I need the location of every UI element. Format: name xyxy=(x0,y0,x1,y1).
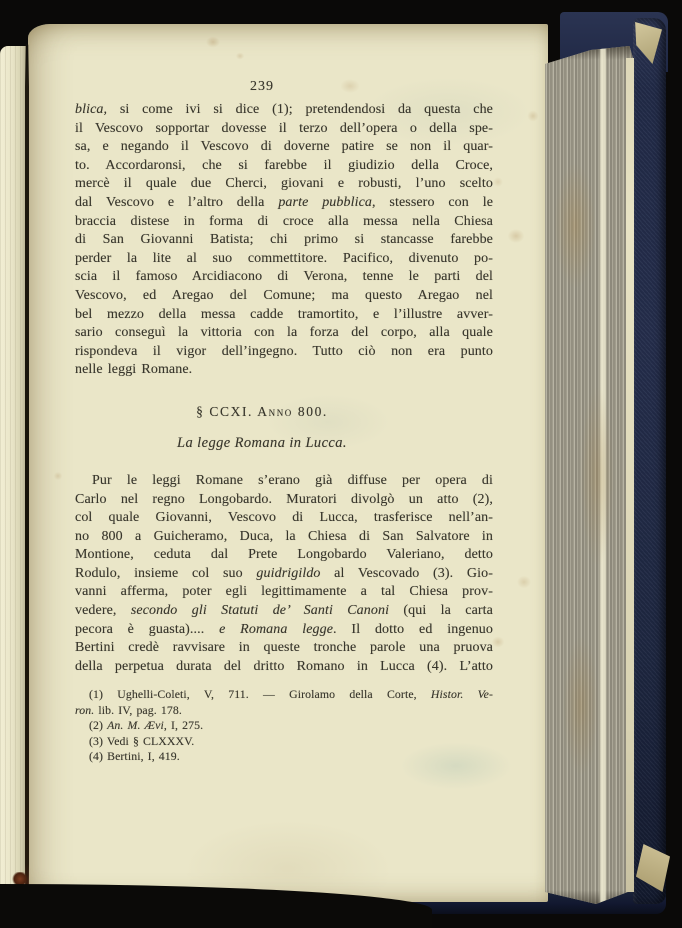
text-line: Pur le leggi Romane s’erano già diffuse per opera di xyxy=(92,472,493,488)
book-cover-right xyxy=(633,18,666,904)
printed-text-block xyxy=(75,24,493,765)
text-line: rispondeva il vigor dell’ingegno. Tutto ciò non era punto xyxy=(75,343,493,359)
footnotes xyxy=(75,687,493,765)
text-line: della perpetua durata del dritto Romano in Lucca (4). L’atto xyxy=(75,658,493,674)
text-line: Bertini credè ravvisare in queste tronche parole una pruova xyxy=(75,640,493,656)
text-line: (4) Bertini, I, 419. xyxy=(89,749,180,764)
text-line: (1) Ughelli-Coleti, V, 711. — Girolamo della Corte, Histor. Ve- xyxy=(89,687,493,702)
fore-edge-highlight xyxy=(626,58,634,892)
text-line: ron. lib. IV, pag. 178. xyxy=(75,702,182,717)
text-line: nelle leggi Romane. xyxy=(75,362,193,378)
paragraph-2 xyxy=(75,472,493,677)
book-page xyxy=(28,24,548,902)
text-line: di San Giovanni Batista; chi primo si stancasse farebbe xyxy=(75,232,493,248)
fore-edge-pages xyxy=(545,46,633,904)
text-line: (3) Vedi § CLXXXV. xyxy=(89,733,195,748)
text-line: dal Vescovo e l’altro della parte pubblica, stessero con le xyxy=(75,194,494,210)
text-line: col quale Giovanni, Vescovo di Lucca, trasferisce nell’an- xyxy=(75,510,493,526)
text-line: mercè il quale due Cherci, giovani e robusti, l’uno scelto xyxy=(75,176,493,192)
text-line: Montione, ceduta dal Prete Longobardo Valeriano, detto xyxy=(75,547,493,563)
text-line: Vescovo, ed Aregao del Comune; ma questo Aregao nel xyxy=(75,287,493,303)
text-line: blica, si come ivi si dice (1); pretendendosi da questa che xyxy=(75,102,493,117)
paragraph-1 xyxy=(75,101,493,380)
facing-page-edge xyxy=(0,46,26,898)
text-line: il Vescovo sopportar dovesse il terzo dell’opera o della spe- xyxy=(75,120,493,136)
text-line: no 800 a Guicheramo, Duca, la Chiesa di San Salvatore in xyxy=(75,528,493,544)
text-line: vedere, secondo gli Statuti de’ Santi Canoni (qui la carta xyxy=(75,603,493,619)
text-line: vanni afferma, poter egli legittimamente a tal Chiesa prov- xyxy=(75,584,493,600)
text-line: to. Accordaronsi, che si farebbe il giudizio della Croce, xyxy=(75,157,493,173)
text-line: (2) An. M. Ævi, I, 275. xyxy=(89,718,204,733)
text-line: bel mezzo della messa cadde tramortito, e l’illustre avver- xyxy=(75,306,493,322)
text-line: Rodulo, insieme col suo guidrigildo al Vescovado (3). Gio- xyxy=(75,565,493,581)
section-heading: § CCXI. Anno 800. xyxy=(196,403,328,419)
page-number: 239 xyxy=(250,79,274,94)
text-line: scia il famoso Arcidiacono di Verona, tenne le parti del xyxy=(75,269,493,285)
book-gutter-shadow xyxy=(25,44,29,898)
text-line: perder la lite al suo commettitore. Pacifico, divenuto po- xyxy=(75,250,493,266)
text-line: pecora è guasta).... e Romana legge. Il dotto ed ingenuo xyxy=(75,621,494,637)
text-line: sario conseguì la vittoria con la forza del corpo, alla quale xyxy=(75,325,493,341)
text-line: sa, e negando il Vescovo di doverne patire se non il quar- xyxy=(75,139,493,155)
text-line: Carlo nel regno Longobardo. Muratori divolgò un atto (2), xyxy=(75,491,493,507)
text-line: braccia distese in forma di croce alla messa nella Chiesa xyxy=(75,213,493,229)
section-subtitle: La legge Romana in Lucca. xyxy=(177,434,347,451)
